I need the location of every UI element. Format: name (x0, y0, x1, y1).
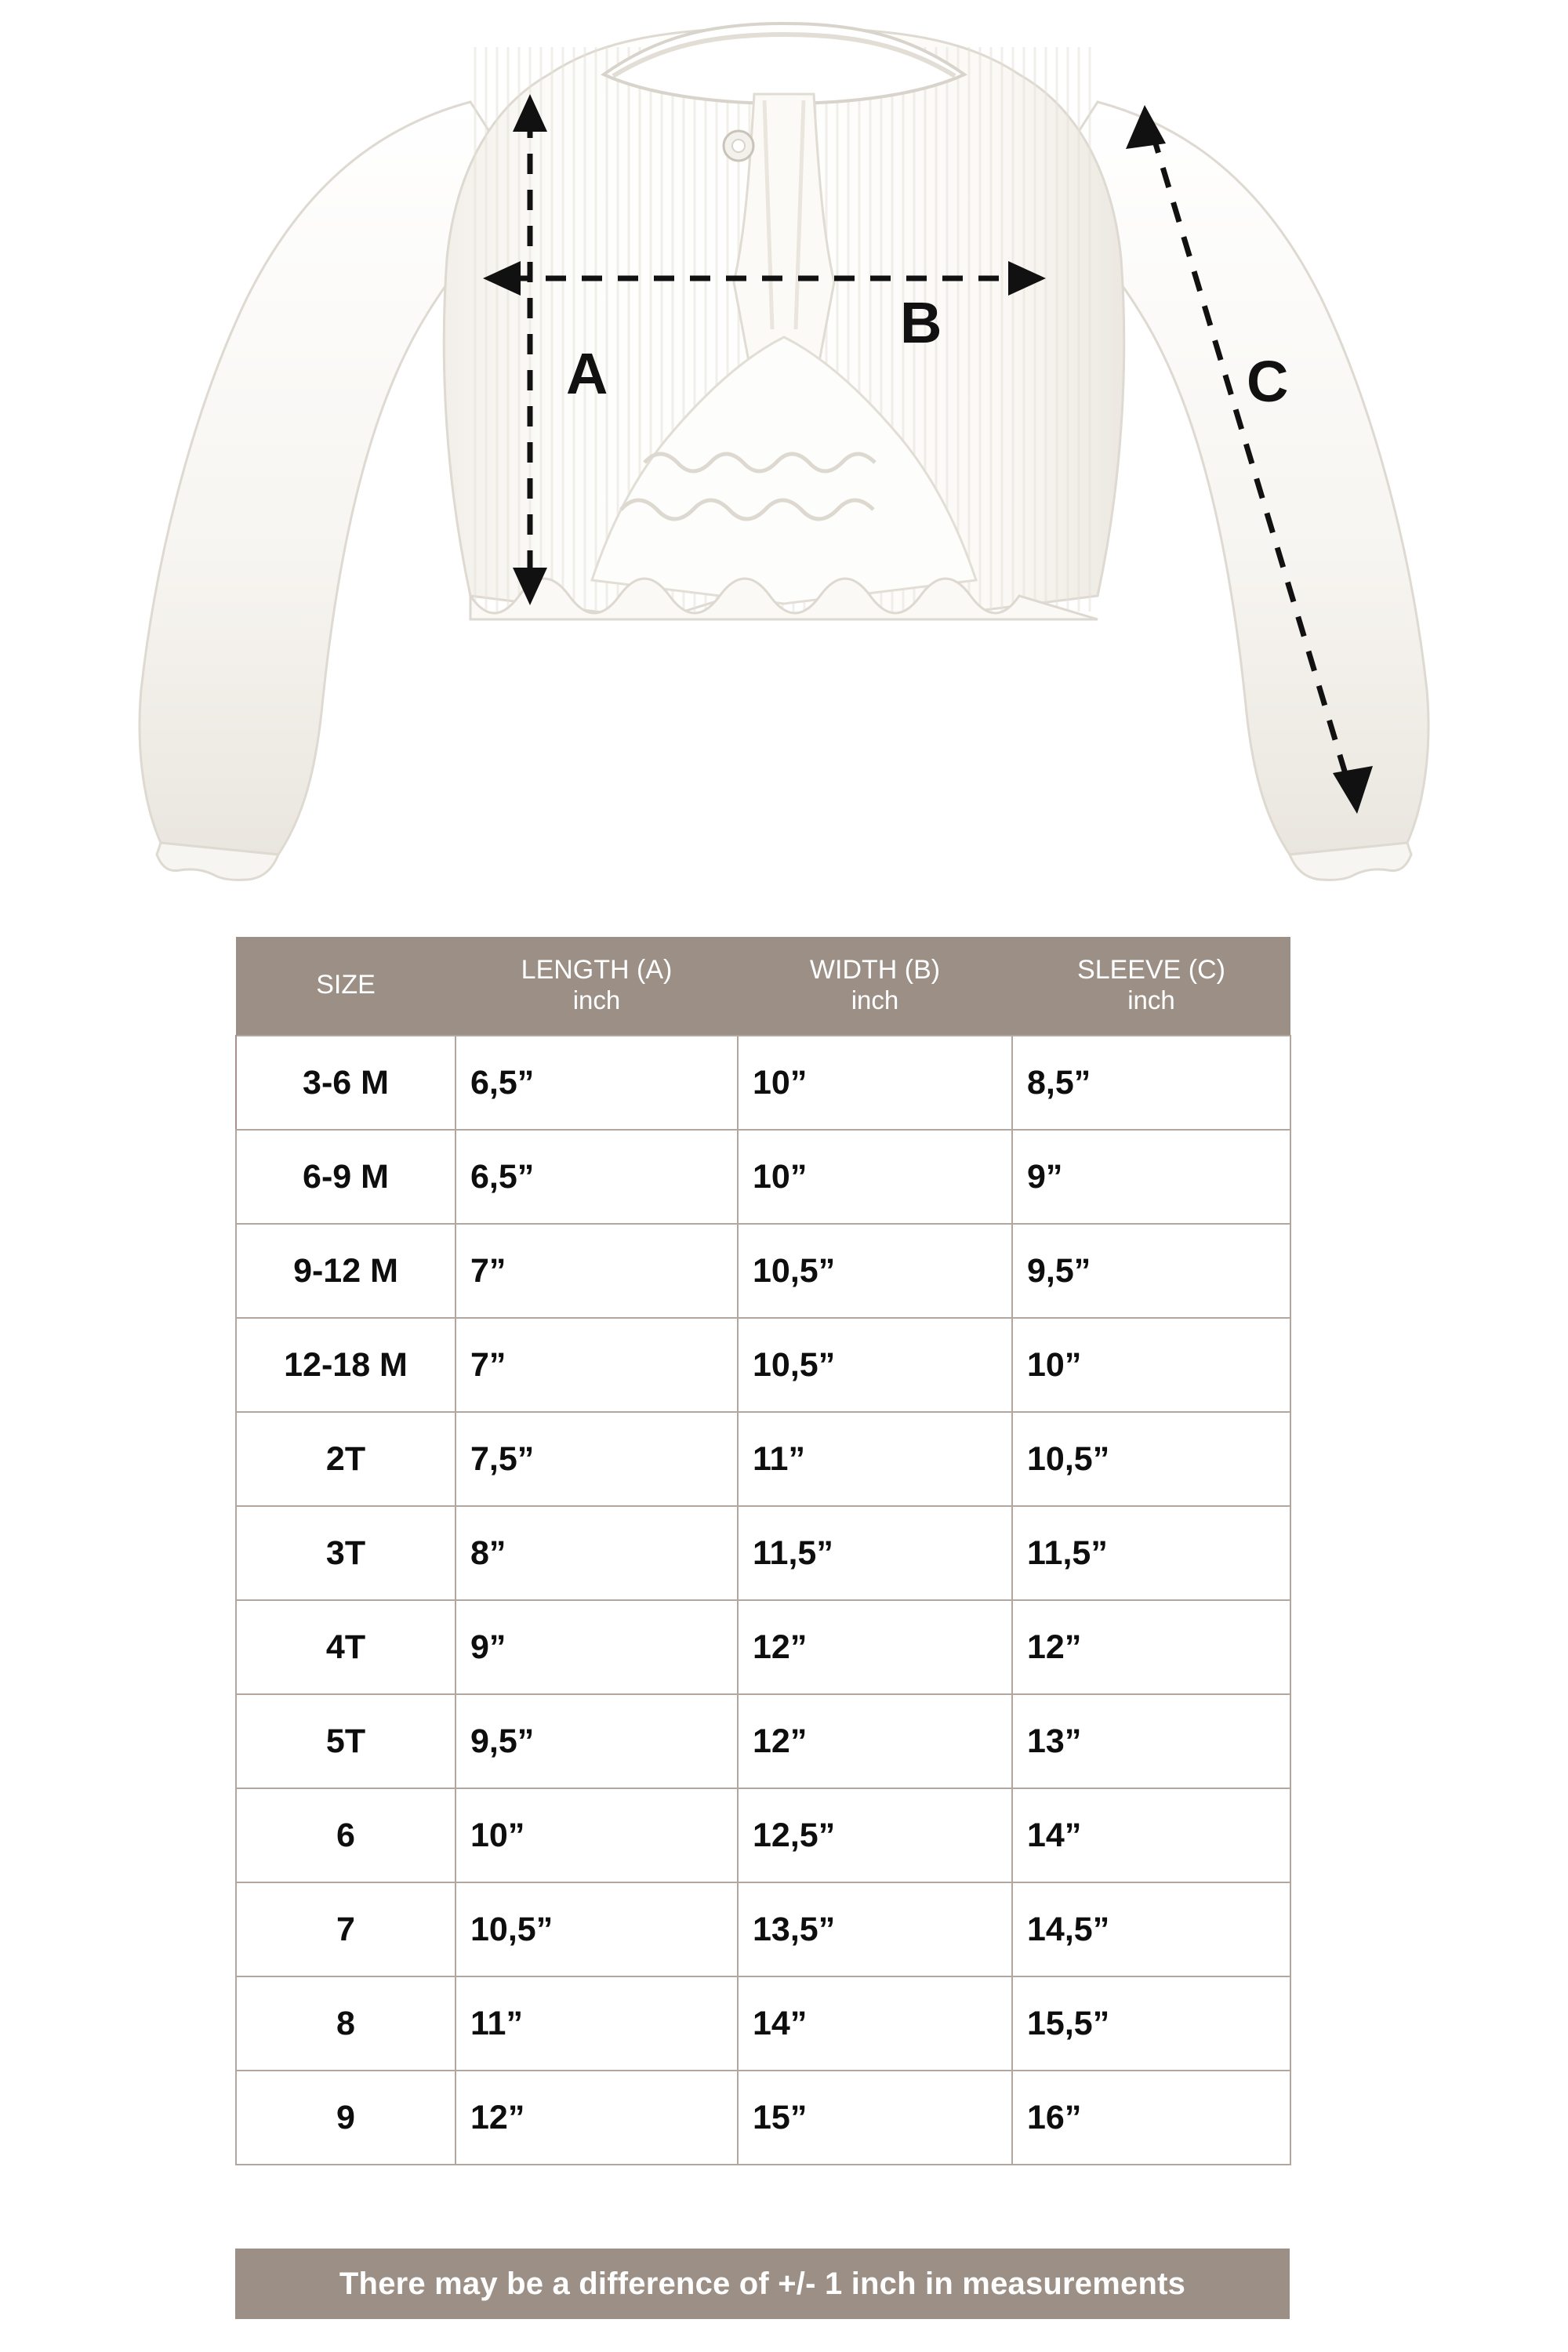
header-length (456, 937, 738, 1036)
table-row (236, 1694, 1290, 1788)
cell-length: 9” (456, 1600, 738, 1694)
cardigan-image (0, 0, 1568, 921)
cell-size: 9 (236, 2071, 456, 2165)
header-size (236, 937, 456, 1036)
cell-size: 5T (236, 1694, 456, 1788)
cell-sleeve: 11,5” (1012, 1506, 1290, 1600)
table-row (236, 1600, 1290, 1694)
cell-width: 12” (738, 1694, 1012, 1788)
cell-width: 15” (738, 2071, 1012, 2165)
table-row (236, 1318, 1290, 1412)
garment-illustration (0, 0, 1568, 921)
header-width (738, 937, 1012, 1036)
cell-length: 6,5” (456, 1036, 738, 1130)
table-row (236, 1506, 1290, 1600)
cell-sleeve: 8,5” (1012, 1036, 1290, 1130)
cell-sleeve: 9,5” (1012, 1224, 1290, 1318)
cell-length: 12” (456, 2071, 738, 2165)
table-row (236, 1224, 1290, 1318)
cell-width: 10,5” (738, 1224, 1012, 1318)
header-size-title: SIZE (316, 970, 376, 1000)
table-row (236, 1788, 1290, 1882)
cell-sleeve: 15,5” (1012, 1976, 1290, 2071)
cell-width: 12,5” (738, 1788, 1012, 1882)
cell-size: 4T (236, 1600, 456, 1694)
cell-width: 11,5” (738, 1506, 1012, 1600)
cell-length: 11” (456, 1976, 738, 2071)
cell-sleeve: 14” (1012, 1788, 1290, 1882)
cell-size: 6-9 M (236, 1130, 456, 1224)
cell-sleeve: 10,5” (1012, 1412, 1290, 1506)
size-table-container (235, 937, 1290, 2165)
header-sleeve-unit: inch (1127, 985, 1175, 1015)
table-row (236, 1882, 1290, 1976)
table-row (236, 1036, 1290, 1130)
dimension-label-b: B (900, 290, 942, 355)
table-row (236, 1130, 1290, 1224)
cell-width: 14” (738, 1976, 1012, 2071)
cell-size: 2T (236, 1412, 456, 1506)
cell-sleeve: 13” (1012, 1694, 1290, 1788)
cell-size: 9-12 M (236, 1224, 456, 1318)
cell-length: 7” (456, 1318, 738, 1412)
header-length-unit: inch (572, 985, 621, 1015)
cell-length: 10,5” (456, 1882, 738, 1976)
cell-length: 7,5” (456, 1412, 738, 1506)
cell-sleeve: 16” (1012, 2071, 1290, 2165)
cell-width: 10” (738, 1130, 1012, 1224)
cell-size: 7 (236, 1882, 456, 1976)
cell-length: 9,5” (456, 1694, 738, 1788)
cell-size: 6 (236, 1788, 456, 1882)
cell-width: 10,5” (738, 1318, 1012, 1412)
dimension-label-a: A (566, 341, 608, 406)
table-row (236, 1412, 1290, 1506)
cell-sleeve: 12” (1012, 1600, 1290, 1694)
cell-length: 8” (456, 1506, 738, 1600)
cell-sleeve: 14,5” (1012, 1882, 1290, 1976)
cell-width: 12” (738, 1600, 1012, 1694)
measurement-disclaimer: There may be a difference of +/- 1 inch in measurements (235, 2249, 1290, 2319)
table-row (236, 1976, 1290, 2071)
header-sleeve (1012, 937, 1290, 1036)
header-width-unit: inch (851, 985, 899, 1015)
size-table-body (236, 1036, 1290, 2165)
size-table-header (236, 937, 1290, 1036)
size-table (235, 937, 1291, 2165)
cell-sleeve: 10” (1012, 1318, 1290, 1412)
dimension-label-c: C (1247, 349, 1289, 414)
cell-width: 11” (738, 1412, 1012, 1506)
cell-size: 3-6 M (236, 1036, 456, 1130)
header-length-title: LENGTH (A) (521, 955, 673, 985)
cell-width: 13,5” (738, 1882, 1012, 1976)
cell-size: 8 (236, 1976, 456, 2071)
cell-length: 6,5” (456, 1130, 738, 1224)
cell-width: 10” (738, 1036, 1012, 1130)
cell-length: 7” (456, 1224, 738, 1318)
cell-length: 10” (456, 1788, 738, 1882)
header-sleeve-title: SLEEVE (C) (1077, 955, 1225, 985)
cell-size: 3T (236, 1506, 456, 1600)
cell-size: 12-18 M (236, 1318, 456, 1412)
cell-sleeve: 9” (1012, 1130, 1290, 1224)
header-row (236, 937, 1290, 1036)
table-row (236, 2071, 1290, 2165)
header-width-title: WIDTH (B) (809, 955, 941, 985)
